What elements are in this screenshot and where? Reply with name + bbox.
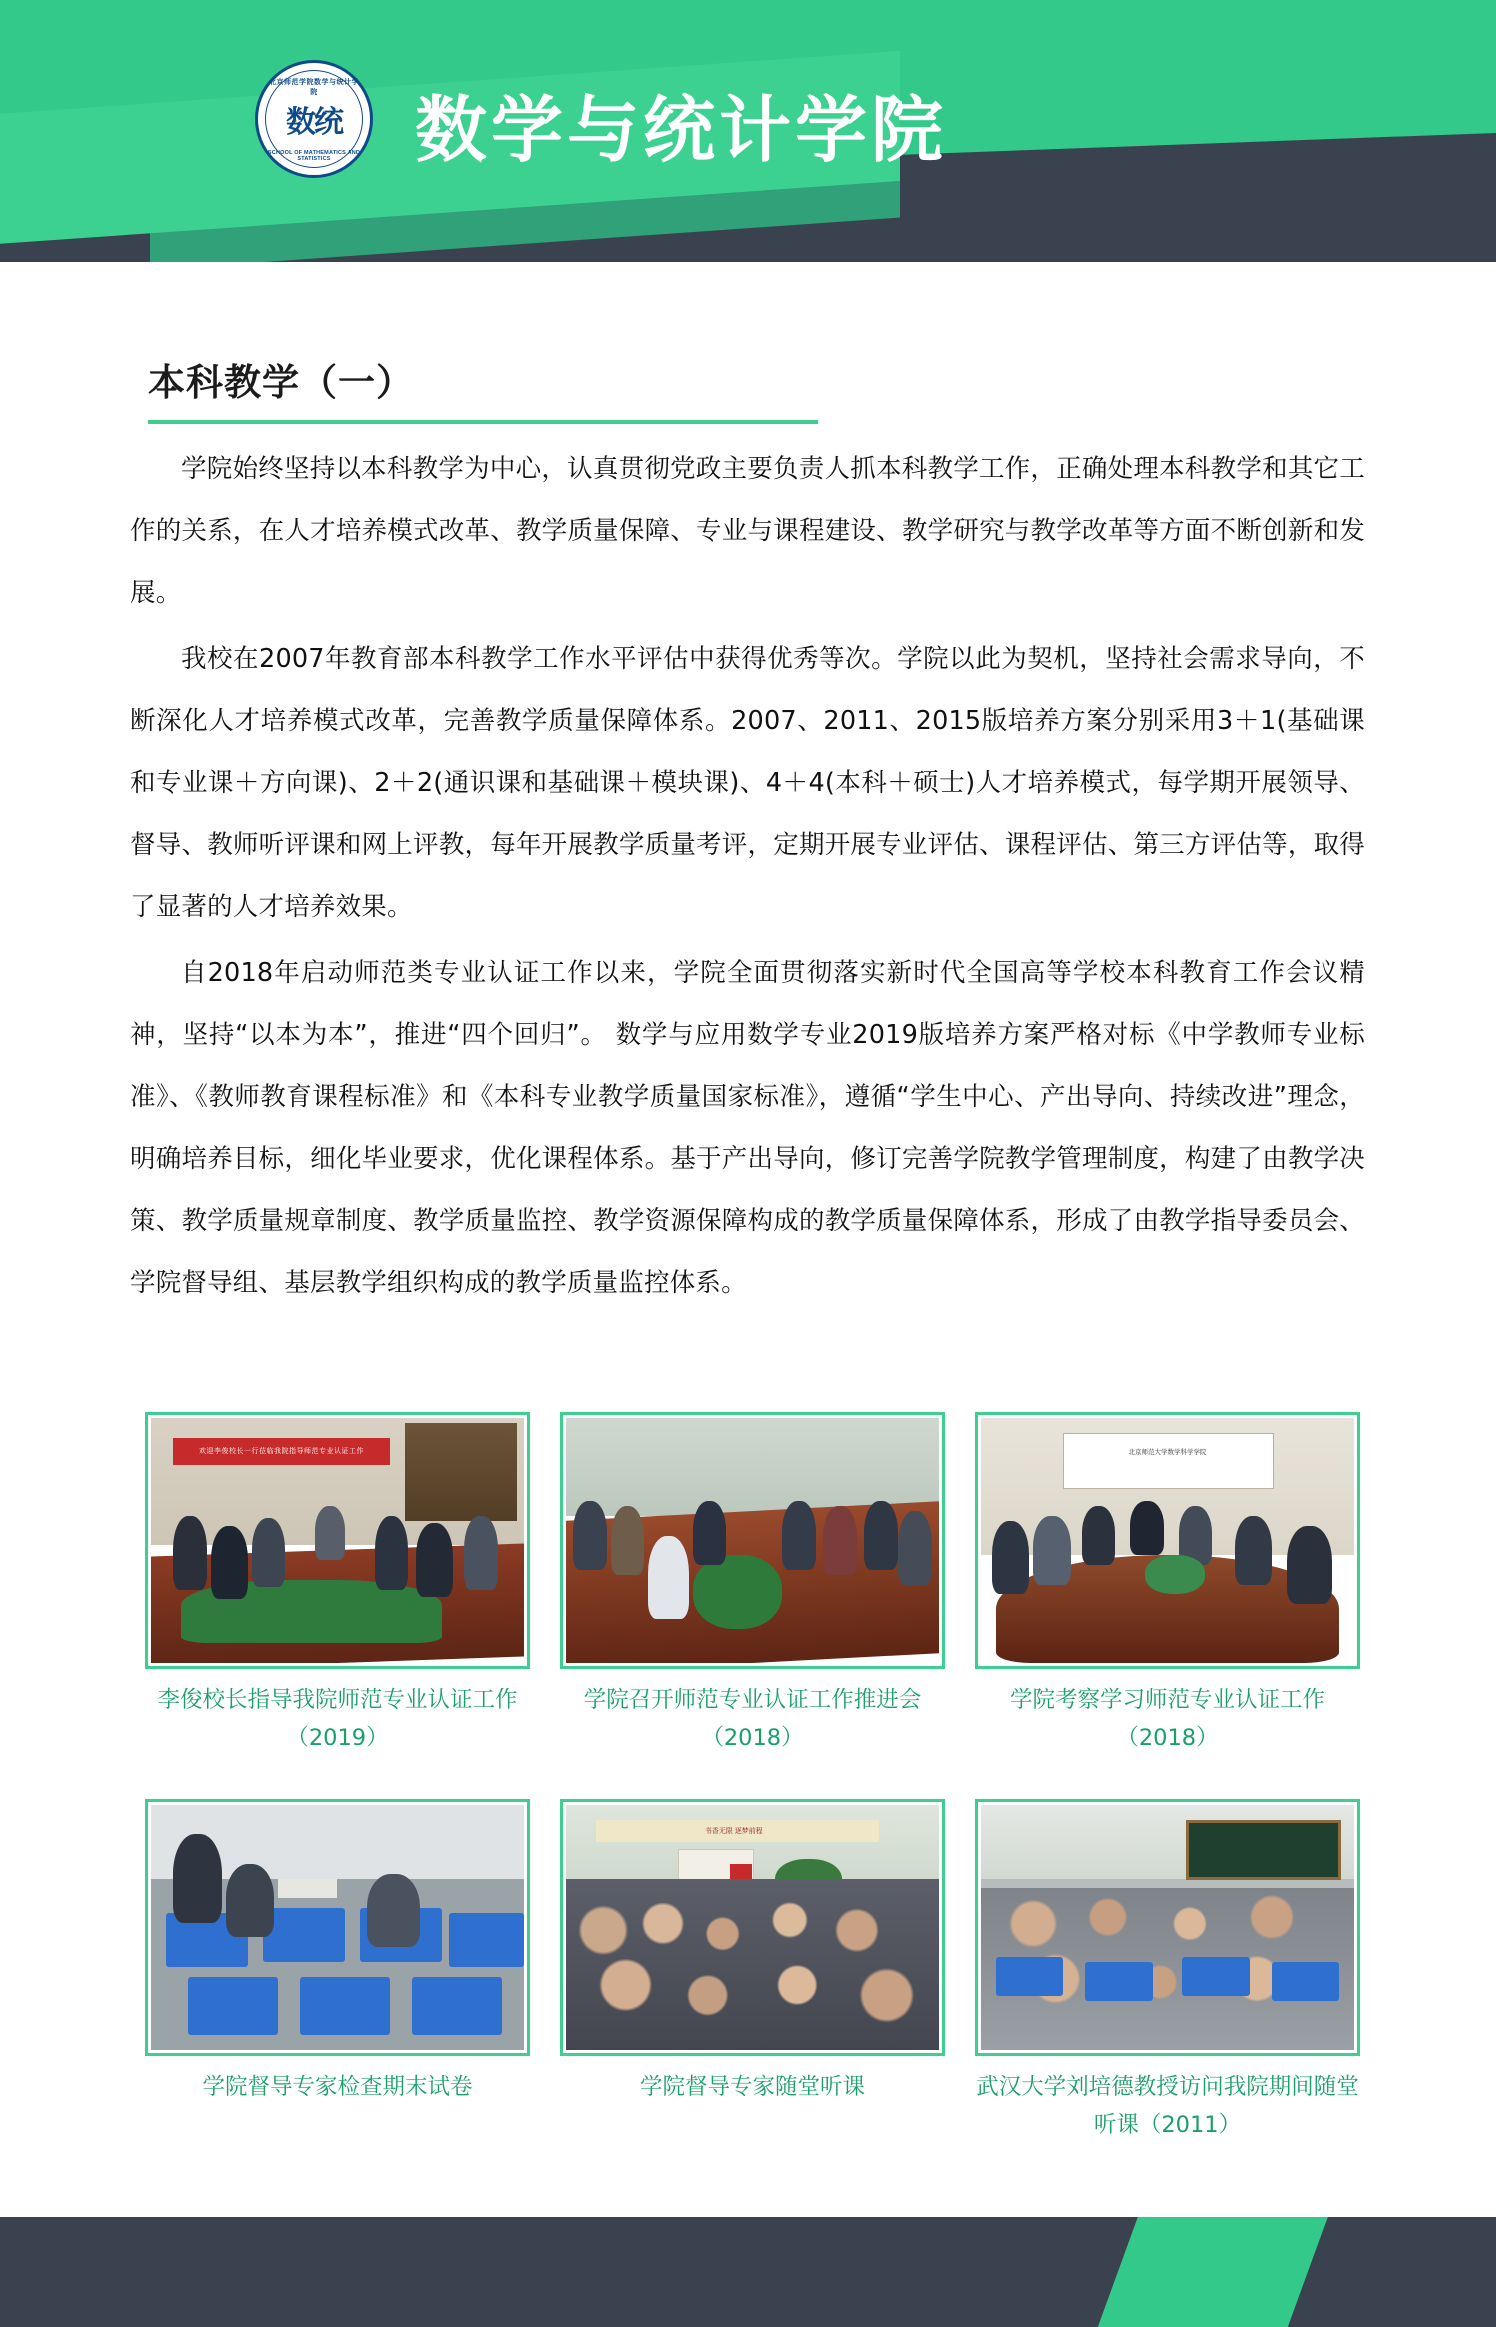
photo-caption: 学院考察学习师范专业认证工作（2018） (1009, 1687, 1325, 1751)
photo-round-table-visit (981, 1418, 1354, 1663)
university-logo (255, 60, 373, 178)
photo-meeting-room-banner (151, 1418, 524, 1663)
gallery-item (560, 1799, 945, 2144)
photo-sign-text: 北京师范大学数学科学学院 (1128, 1449, 1207, 1457)
photo-lecture-hall-audience (566, 1805, 939, 2050)
page-title: 数学与统计学院 (415, 88, 948, 172)
page-header (0, 0, 1496, 262)
section-heading-block (148, 352, 848, 424)
photo-frame (560, 1412, 945, 1669)
photo-frame (560, 1799, 945, 2056)
logo-center-text: 数统 (286, 106, 342, 139)
gallery-row-1 (145, 1412, 1360, 1757)
photo-banner-text: 欢迎李俊校长一行莅临我院指导师范专业认证工作 (199, 1448, 365, 1456)
logo-bottom-text: SCHOOL OF MATHEMATICS AND STATISTICS (267, 150, 361, 162)
article-body (130, 438, 1365, 1318)
logo-top-text: 北京师范学院数学与统计学院 (269, 79, 359, 96)
photo-caption: 学院召开师范专业认证工作推进会（2018） (583, 1687, 922, 1751)
photo-exam-paper-inspection (151, 1805, 524, 2050)
photo-caption: 学院督导专家检查期末试卷 (202, 2074, 473, 2100)
photo-banner-text: 书香无限 逐梦前程 (704, 1827, 763, 1835)
photo-classroom-lecture (981, 1805, 1354, 2050)
gallery-item (560, 1412, 945, 1757)
gallery-item (975, 1412, 1360, 1757)
gallery-item (145, 1799, 530, 2144)
section-underline (148, 420, 818, 424)
photo-caption: 武汉大学刘培德教授访问我院期间随堂听课（2011） (976, 2074, 1359, 2138)
gallery-item (975, 1799, 1360, 2144)
logo-emblem (265, 70, 363, 168)
photo-frame (975, 1799, 1360, 2056)
photo-caption: 学院督导专家随堂听课 (639, 2074, 865, 2100)
photo-frame (145, 1799, 530, 2056)
gallery-row-2 (145, 1799, 1360, 2144)
paragraph-2: 我校在2007年教育部本科教学工作水平评估中获得优秀等次。学院以此为契机，坚持社会需求导向，不断深化人才培养模式改革，完善教学质量保障体系。2007、2011、2015版培养方案分别采用3＋1(基础课和专业课＋方向课)、2＋2(通识课和基础课＋模块课)、4＋4(本科＋硕士)人才培养模式，每学期开展领导、督导、教师听评课和网上评教，每年开展教学质量考评，定期开展专业评估、课程评估、第三方评估等，取得了显著的人才培养效果。 (130, 644, 1365, 922)
section-title: 本科教学（一） (148, 361, 414, 404)
paragraph-1: 学院始终坚持以本科教学为中心，认真贯彻党政主要负责人抓本科教学工作，正确处理本科教学和其它工作的关系，在人才培养模式改革、教学质量保障、专业与课程建设、教学研究与教学改革等方面不断创新和发展。 (130, 454, 1365, 608)
page-footer (0, 2217, 1496, 2327)
photo-long-table-meeting (566, 1418, 939, 1663)
gallery-item (145, 1412, 530, 1757)
photo-frame (145, 1412, 530, 1669)
photo-caption: 李俊校长指导我院师范专业认证工作（2019） (157, 1687, 518, 1751)
photo-frame (975, 1412, 1360, 1669)
paragraph-3: 自2018年启动师范类专业认证工作以来，学院全面贯彻落实新时代全国高等学校本科教育工作会议精神，坚持“以本为本”，推进“四个回归”。 数学与应用数学专业2019版培养方案严格对标《中学教师专业标准》、《教师教育课程标准》和《本科专业教学质量国家标准》，遵循“学生中心、产出导向、持续改进”理念，明确培养目标，细化毕业要求，优化课程体系。基于产出导向，修订完善学院教学管理制度，构建了由教学决策、教学质量规章制度、教学质量监控、教学资源保障构成的教学质量保障体系，形成了由教学指导委员会、学院督导组、基层教学组织构成的教学质量监控体系。 (130, 958, 1365, 1298)
photo-gallery (145, 1412, 1360, 2144)
